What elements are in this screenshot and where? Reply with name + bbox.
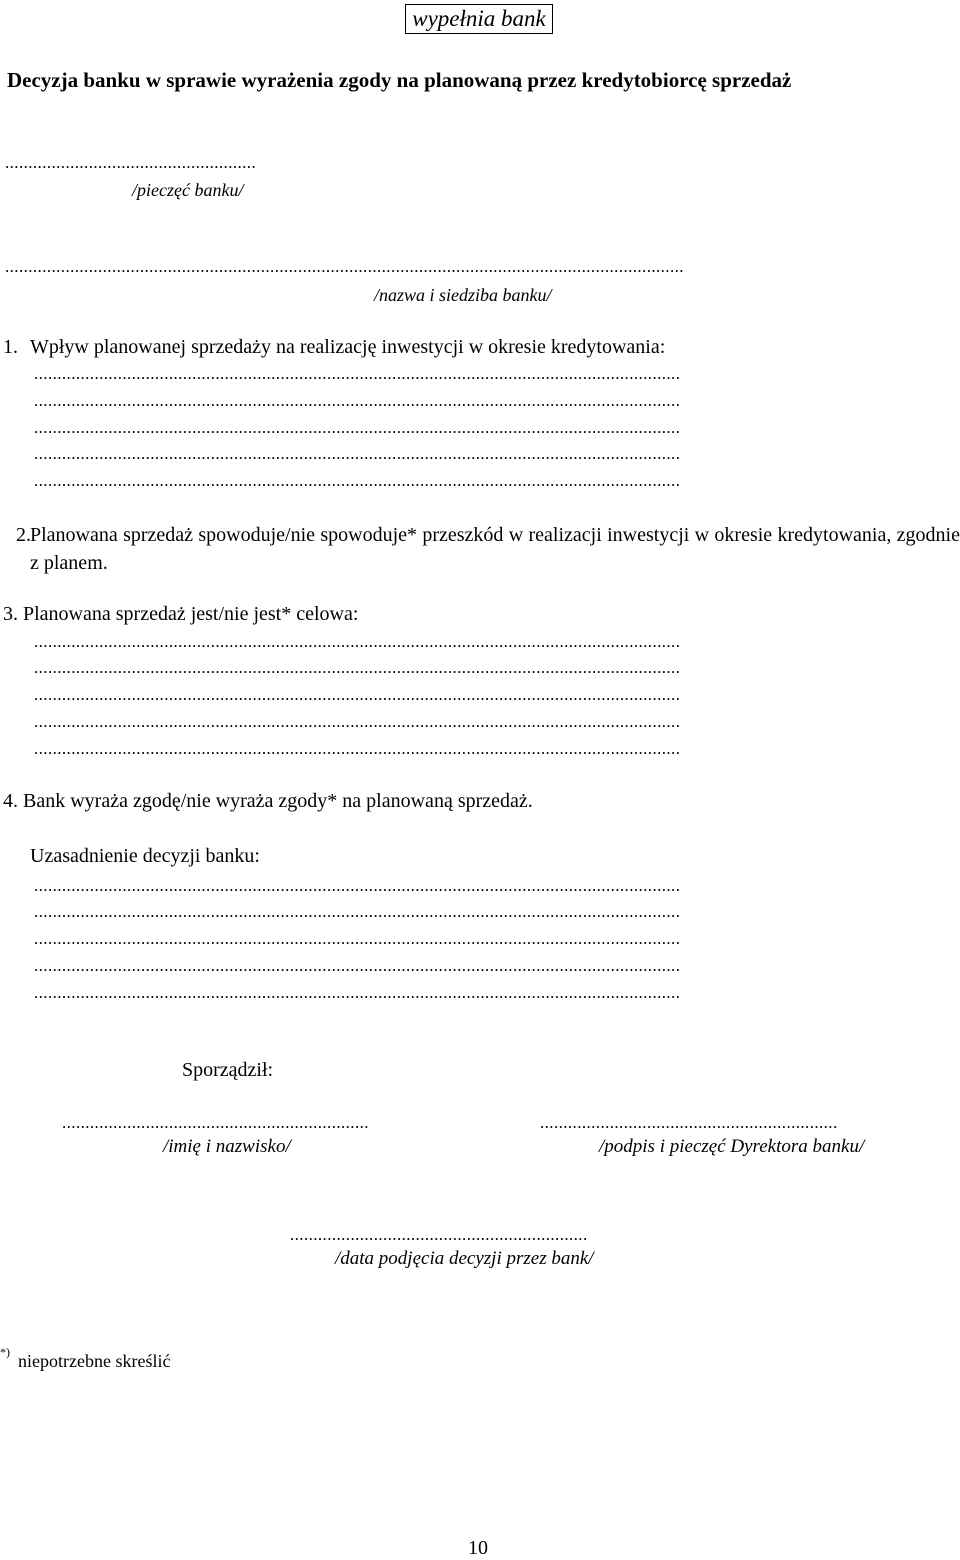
item-3-fill-line: ...........................................................................................................................................	[34, 712, 681, 731]
item-1-fill-line: ...........................................................................................................................................	[34, 391, 681, 410]
stamp-label: /pieczęć banku/	[132, 180, 244, 200]
item-3-fill-line: ...........................................................................................................................................	[34, 739, 681, 758]
signature-dotted-line: ................................................................	[540, 1113, 838, 1132]
item-3-fill-line: ...........................................................................................................................................	[34, 685, 681, 704]
stamp-dotted-line: ......................................................	[5, 153, 257, 172]
item-1-number: 1.	[3, 336, 18, 358]
signature-label: /podpis i pieczęć Dyrektora banku/	[599, 1136, 865, 1157]
item-1-text: Wpływ planowanej sprzedaży na realizację inwestycji w okresie kredytowania:	[30, 336, 666, 358]
page-title: Decyzja banku w sprawie wyrażenia zgody na planowaną przez kredytobiorcę sprzedaż	[7, 68, 792, 92]
footnote-text: niepotrzebne skreślić	[18, 1351, 171, 1371]
name-dotted-line: ..................................................................	[62, 1113, 369, 1132]
item-1-fill-line: ...........................................................................................................................................	[34, 444, 681, 463]
item-1-fill-line: ...........................................................................................................................................	[34, 471, 681, 490]
prepared-by-label: Sporządził:	[182, 1059, 274, 1081]
bank-name-dotted-line: ..................................................................................................................................................	[5, 257, 684, 276]
item-2-text: Planowana sprzedaż spowoduje/nie spowoduje* przeszkód w realizacji inwestycji w okresie kredytowania, zgodnie z planem.	[30, 524, 960, 574]
item-2-number: 2.	[16, 524, 31, 546]
justification-fill-line: ...........................................................................................................................................	[34, 929, 681, 948]
form-tag-bank-fills: wypełnia bank	[405, 4, 553, 34]
item-3-text: 3. Planowana sprzedaż jest/nie jest* celowa:	[3, 603, 359, 625]
date-dotted-line: ................................................................	[290, 1225, 588, 1244]
page-number: 10	[468, 1537, 488, 1559]
footnote-mark: *)	[0, 1345, 10, 1359]
justification-label: Uzasadnienie decyzji banku:	[30, 845, 260, 867]
justification-fill-line: ...........................................................................................................................................	[34, 983, 681, 1002]
bank-name-label: /nazwa i siedziba banku/	[374, 285, 552, 305]
item-3-fill-line: ...........................................................................................................................................	[34, 632, 681, 651]
item-1-fill-line: ...........................................................................................................................................	[34, 364, 681, 383]
justification-fill-line: ...........................................................................................................................................	[34, 902, 681, 921]
item-1-fill-line: ...........................................................................................................................................	[34, 418, 681, 437]
justification-fill-line: ...........................................................................................................................................	[34, 956, 681, 975]
name-label: /imię i nazwisko/	[163, 1136, 291, 1157]
item-2-paragraph	[16, 521, 960, 577]
justification-fill-line: ...........................................................................................................................................	[34, 876, 681, 895]
item-4-text: 4. Bank wyraża zgodę/nie wyraża zgody* na planowaną sprzedaż.	[3, 790, 533, 812]
date-label: /data podjęcia decyzji przez bank/	[335, 1248, 594, 1269]
item-3-fill-line: ...........................................................................................................................................	[34, 658, 681, 677]
